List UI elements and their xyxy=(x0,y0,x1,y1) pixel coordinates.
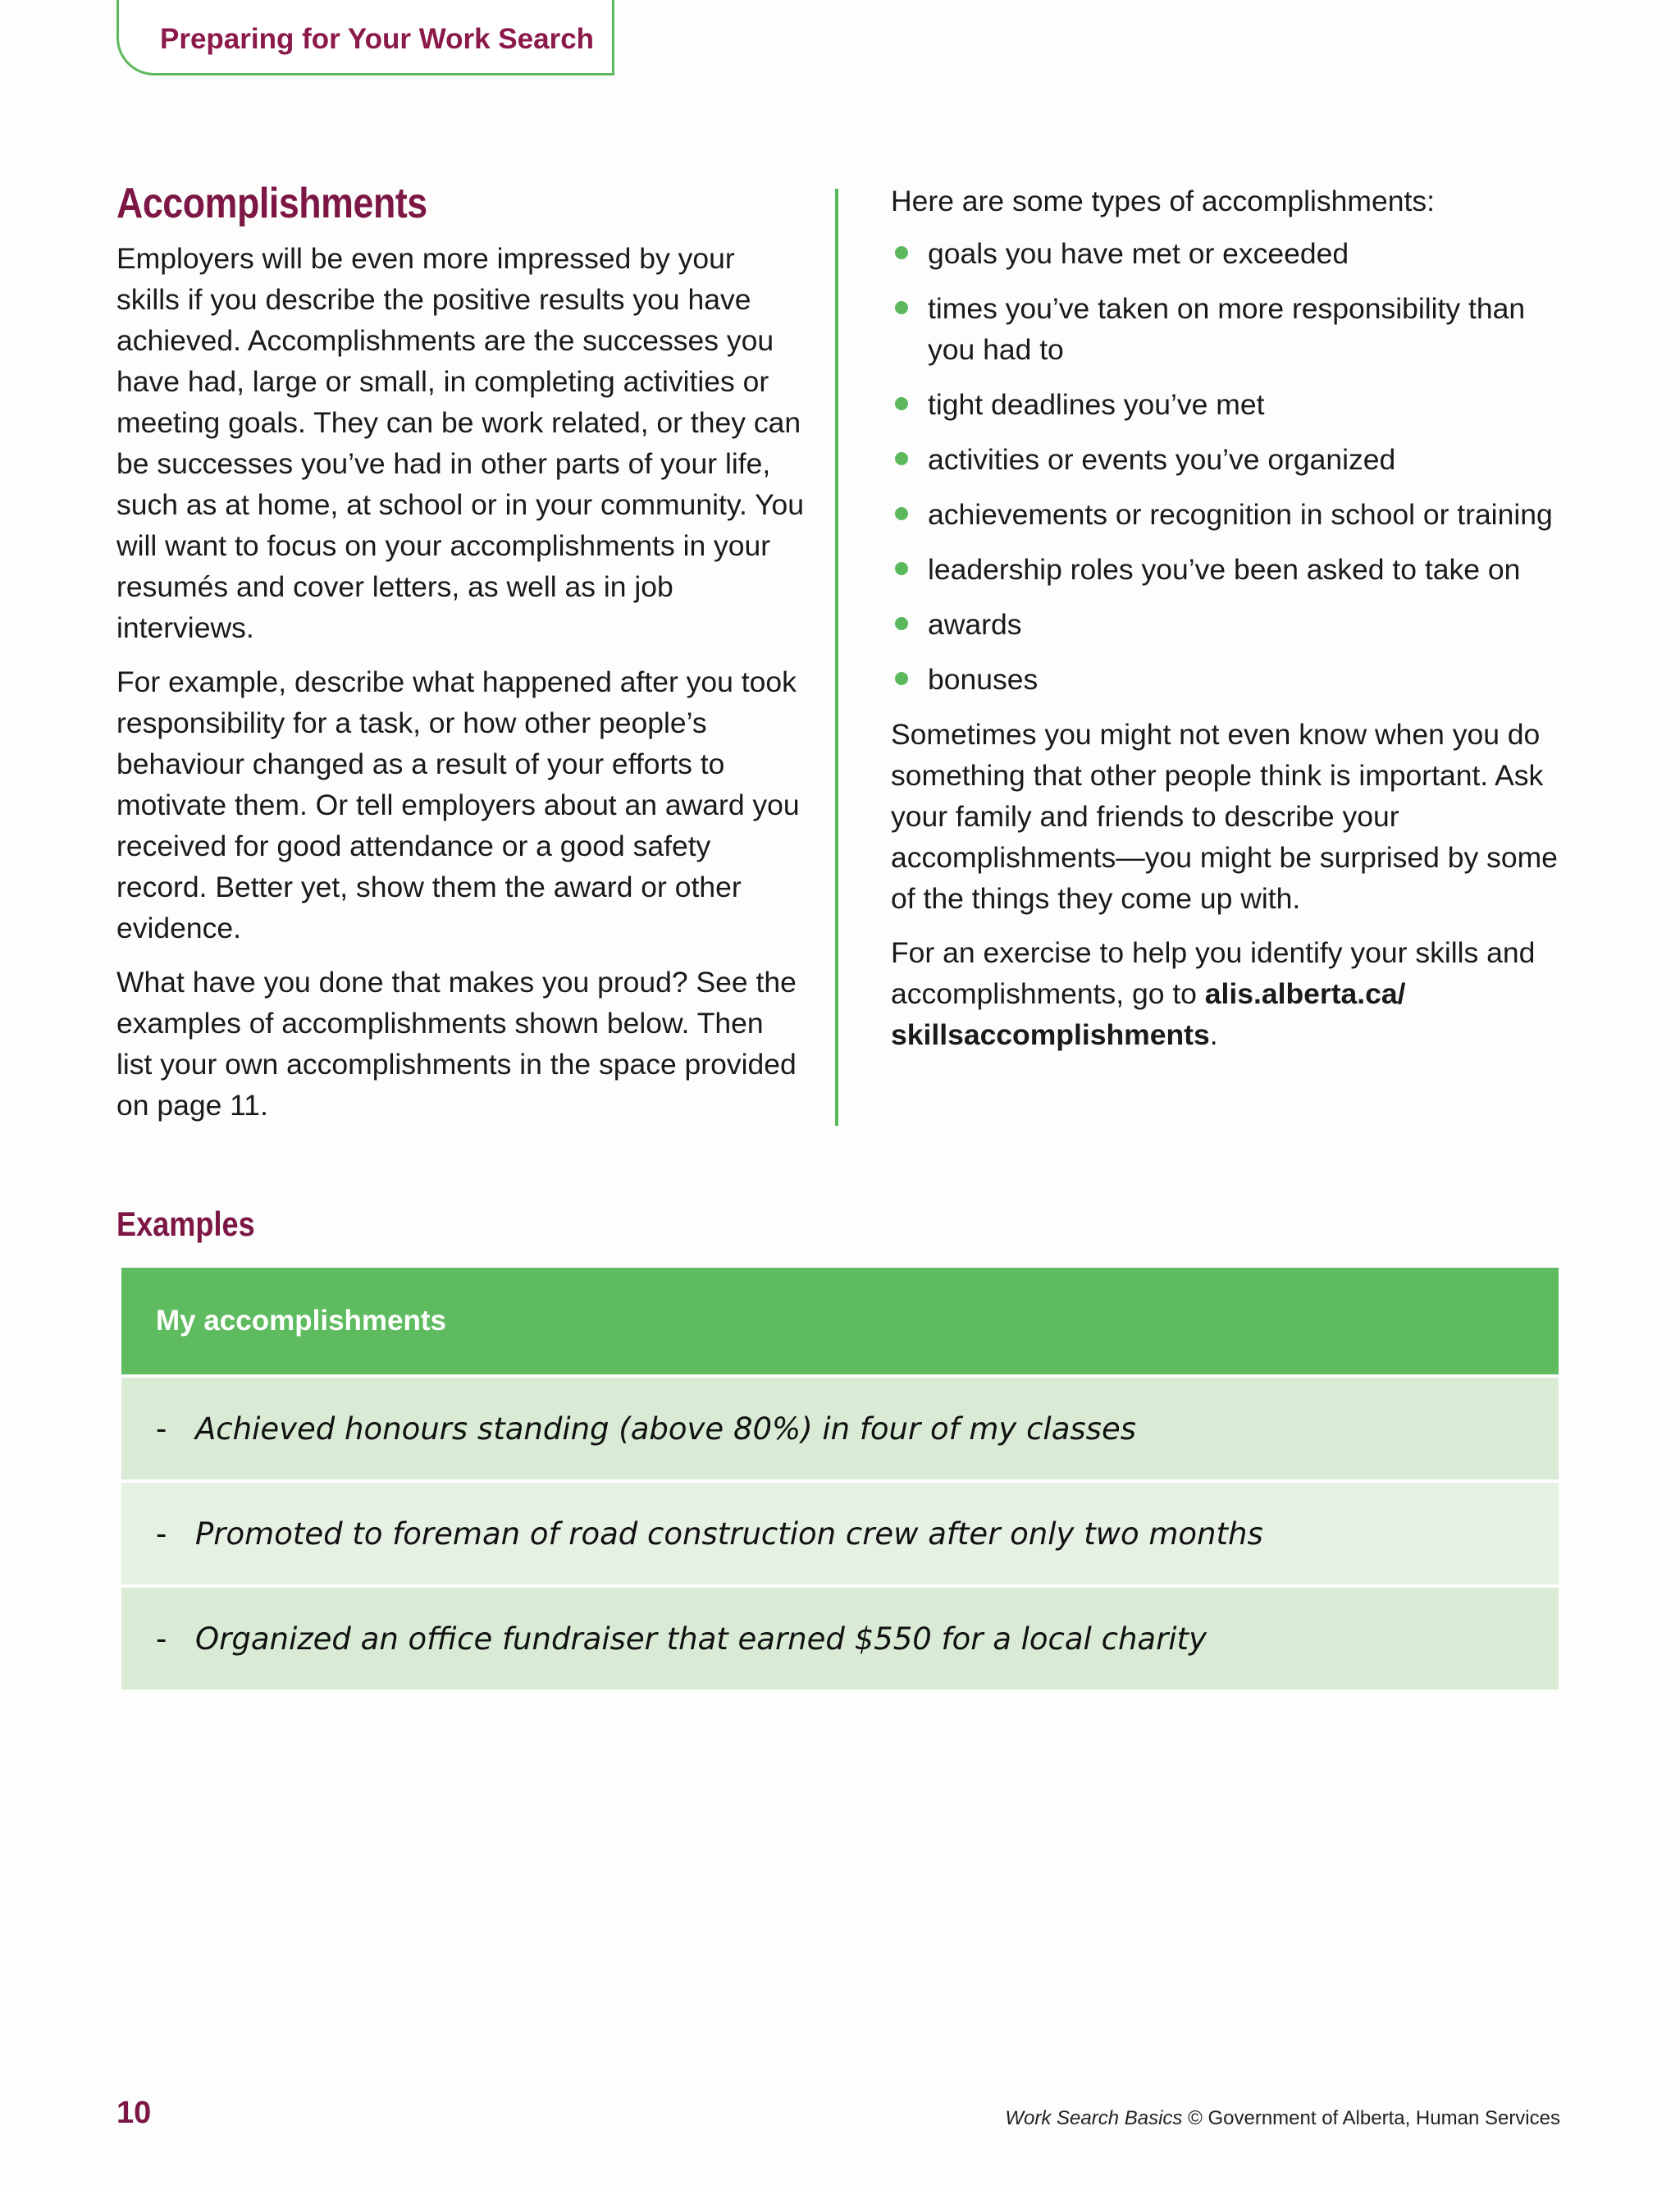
list-item: activities or events you’ve organized xyxy=(891,439,1572,480)
table-header: My accomplishments xyxy=(121,1268,1559,1374)
copyright: © Government of Alberta, Human Services xyxy=(1188,2107,1560,2129)
table-row xyxy=(121,1378,1559,1479)
section-tab-label: Preparing for Your Work Search xyxy=(160,23,595,55)
paragraph: What have you done that makes you proud? See the examples of accomplishments shown below. Then list your own accomplishments in the space provided on page 11. xyxy=(116,966,797,1122)
page-title: Accomplishments xyxy=(116,180,427,227)
paragraph: Sometimes you might not even know when you do something that other people think is important. Ask your family and friends to describe your accomplishments—you might be surprised by some of the things they come up with. xyxy=(891,718,1558,915)
examples-table xyxy=(121,1268,1559,1689)
left-column xyxy=(116,179,806,1139)
column-divider xyxy=(835,189,838,1126)
list-item: bonuses xyxy=(891,659,1572,700)
exercise-paragraph xyxy=(891,932,1572,1055)
types-intro: Here are some types of accomplishments: xyxy=(891,185,1435,217)
paragraph: Employers will be even more impressed by your skills if you describe the positive results you have achieved. Accomplishments are the successes you have had, large or small, in completing activities or meeting goals. They can be work related, or they can be successes you’ve had in other parts of your life, such as at home, at school or in your community. You will want to focus on your accomplishments in your resumés and cover letters, as well as in job interviews. xyxy=(116,242,804,644)
exercise-period: . xyxy=(1209,1018,1218,1051)
table-row xyxy=(121,1588,1559,1689)
list-item: awards xyxy=(891,604,1572,645)
list-item: tight deadlines you’ve met xyxy=(891,384,1572,425)
row-dash: - xyxy=(156,1410,167,1447)
accomplishment-types-list xyxy=(891,233,1572,700)
row-text: Promoted to foreman of road construction crew after only two months xyxy=(195,1516,1263,1552)
exercise-text: For an exercise to help you identify your skills and accomplishments, go to xyxy=(891,936,1536,1010)
book-title: Work Search Basics xyxy=(1005,2107,1183,2129)
paragraph: For example, describe what happened after you took responsibility for a task, or how other people’s behaviour changed as a result of your efforts to motivate them. Or tell employers about an award you received for good attendance or a good safety record. Better yet, show them the award or other evidence. xyxy=(116,665,800,944)
row-dash: - xyxy=(156,1516,167,1552)
row-dash: - xyxy=(156,1621,167,1657)
list-item: goals you have met or exceeded xyxy=(891,233,1572,274)
exercise-link[interactable]: alis.alberta.ca/ skillsaccomplishments xyxy=(891,977,1406,1051)
list-item: times you’ve taken on more responsibility than you had to xyxy=(891,288,1572,370)
right-column xyxy=(891,179,1572,1068)
table-row xyxy=(121,1483,1559,1584)
section-tab xyxy=(116,0,614,75)
examples-heading: Examples xyxy=(116,1205,255,1243)
row-text: Achieved honours standing (above 80%) in four of my classes xyxy=(195,1410,1136,1447)
list-item: leadership roles you’ve been asked to take on xyxy=(891,549,1572,590)
footer-credit xyxy=(1005,2107,1560,2130)
row-text: Organized an office fundraiser that earned $550 for a local charity xyxy=(195,1621,1207,1657)
list-item: achievements or recognition in school or training xyxy=(891,494,1572,535)
page-number: 10 xyxy=(116,2096,152,2130)
